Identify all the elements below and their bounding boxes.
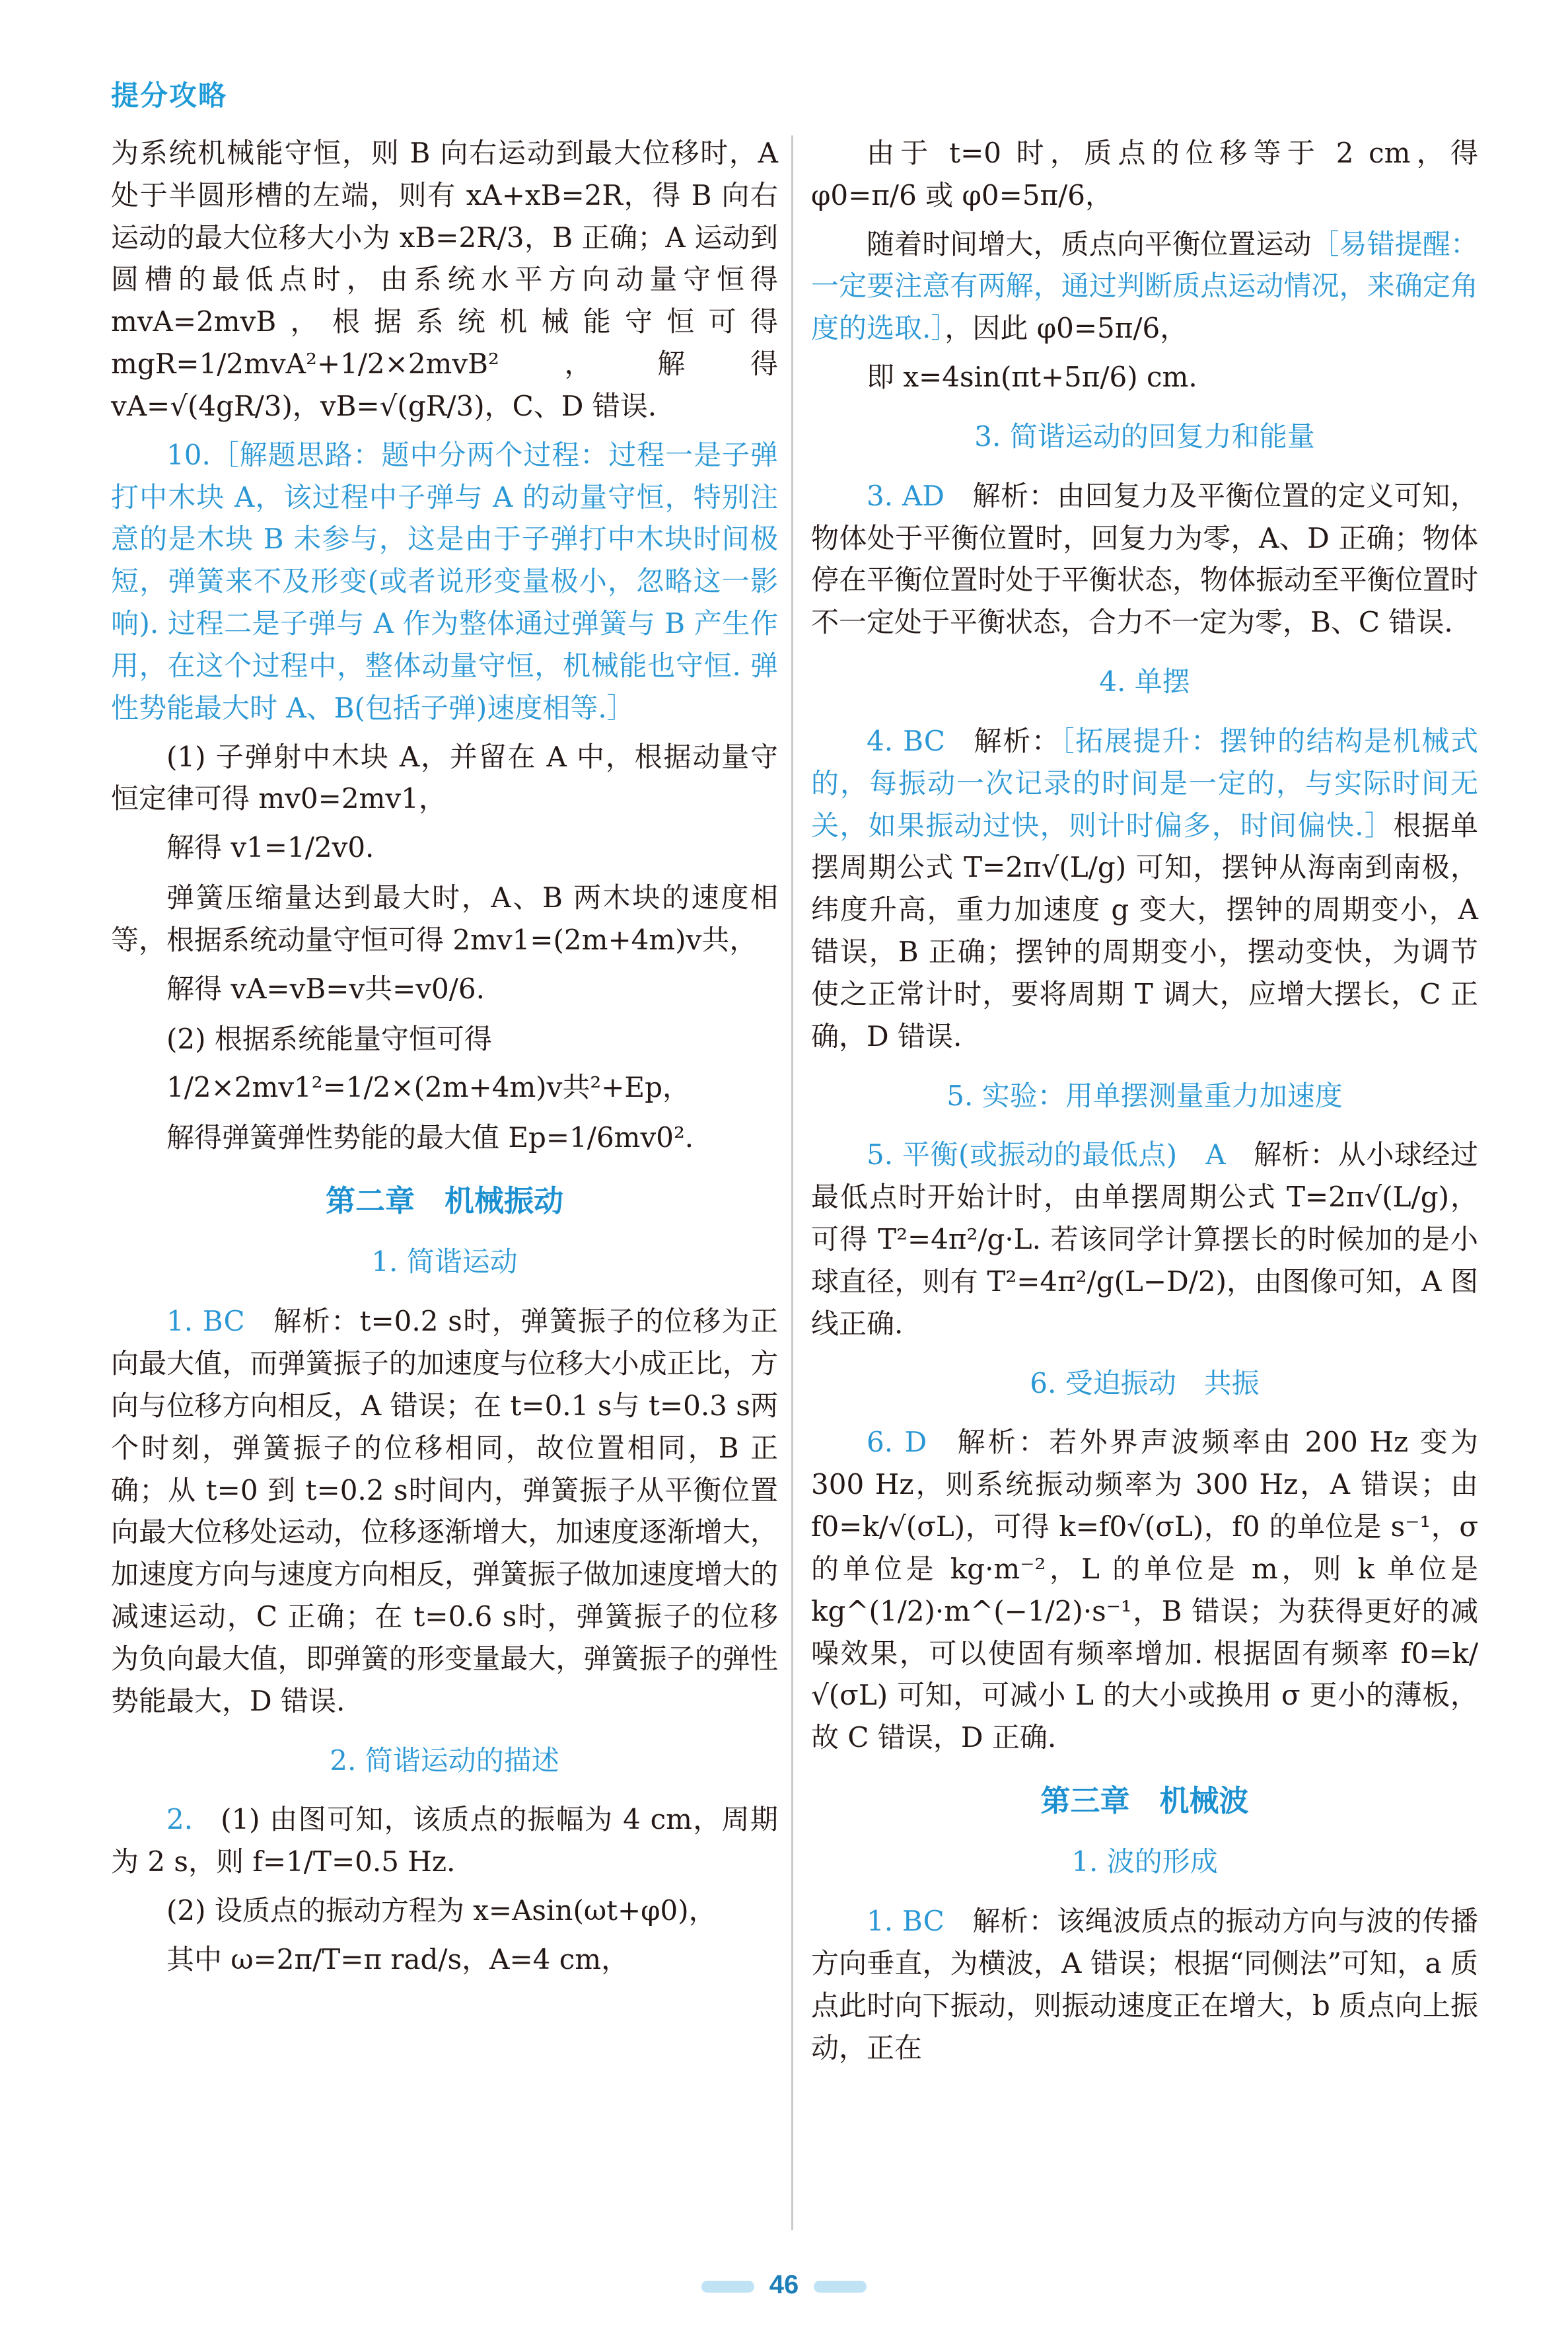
formula-line: 解得弹簧弹性势能的最大值 Ep=1/6mv0².: [166, 1121, 694, 1154]
answer-text: 根据单摆周期公式 T=2π√(L/g) 可知，摆钟从海南到南极，纬度升高，重力加速度 g 变大，摆钟的周期变小，A 错误，B 正确；摆钟的周期变小，摆动变快，为调节使之正常计时，要将周期 T 调大，应增大摆长，C 正确，D 错误.: [811, 809, 1478, 1052]
analysis-label: 解析：: [272, 1305, 360, 1338]
right-column: [811, 132, 1478, 2076]
section-heading: 1. 简谐运动: [371, 1245, 518, 1278]
section-heading: 6. 受迫振动 共振: [1030, 1366, 1260, 1399]
answer-number: 3. AD: [867, 479, 944, 512]
footer-bar-left: [701, 2281, 754, 2293]
answer-text: 从小球经过最低点时开始计时，由单摆周期公式 T=2π√(L/g)，可得 T²=4π²/g·L. 若该同学计算摆长的时候加的是小球直径，则有 T²=4π²/g(L−D/2)，由图像可知，A 图线正确.: [811, 1138, 1478, 1340]
formula-line: 解得 vA=vB=v共=v0/6.: [166, 972, 485, 1005]
formula-line: 其中 ω=2π/T=π rad/s，A=4 cm，: [166, 1942, 629, 1975]
running-header: 提分攻略: [111, 79, 228, 112]
analysis-label: 解析：: [1253, 1138, 1338, 1171]
answer-paragraph: [811, 1421, 1478, 1759]
analysis-label: 解析：: [972, 479, 1057, 512]
answer-text: 由回复力及平衡位置的定义可知，物体处于平衡位置时，回复力为零，A、D 正确；物体停在平衡位置时处于平衡状态，物体振动至平衡位置时不一定处于平衡状态，合力不一定为零，B、C 错误.: [811, 479, 1478, 639]
answer-number: 5. 平衡(或振动的最低点) A: [867, 1138, 1226, 1171]
column-divider: [791, 135, 793, 2230]
section-heading: 1. 波的形成: [1071, 1845, 1218, 1878]
paragraph-text: 随着时间增大，质点向平衡位置运动: [867, 227, 1312, 260]
formula-line: 即 x=4sin(πt+5π/6) cm.: [867, 361, 1197, 394]
analysis-label: 解析：: [972, 1905, 1057, 1938]
body-paragraph: 弹簧压缩量达到最大时，A、B 两木块的速度相等，根据系统动量守恒可得 2mv1=(2m+4m)v共，: [111, 881, 778, 956]
answer-paragraph: [111, 1300, 778, 1722]
answer-number: 1. BC: [867, 1905, 944, 1938]
answer-paragraph: [111, 1798, 778, 1883]
section-heading: 3. 简谐运动的回复力和能量: [974, 420, 1315, 453]
answer-paragraph: [811, 1900, 1478, 2069]
chapter-heading: 第二章 机械振动: [325, 1183, 563, 1219]
formula-line: 解得 v1=1/2v0.: [166, 831, 374, 864]
answer-text: 该绳波质点的振动方向与波的传播方向垂直，为横波，A 错误；根据“同侧法”可知，a 质点此时向下振动，则振动速度正在增大，b 质点向上振动，正在: [811, 1905, 1478, 2064]
body-paragraph: 为系统机械能守恒，则 B 向右运动到最大位移时，A 处于半圆形槽的左端，则有 xA+xB=2R，得 B 向右运动的最大位移大小为 xB=2R/3，B 正确；A 运动到圆槽的最低点时，由系统水平方向动量守恒得 mvA=2mvB，根据系统机械能守恒可得 mgR=1/2mvA²+1/2×2mvB²，解得 vA=√(4gR/3)，vB=√(gR/3)，C、D 错误.: [111, 137, 778, 422]
section-heading: 5. 实验：用单摆测量重力加速度: [946, 1079, 1343, 1112]
page-number: 46: [769, 2270, 799, 2299]
body-paragraph: (2) 根据系统能量守恒可得: [166, 1022, 492, 1055]
answer-paragraph: [811, 1134, 1478, 1345]
formula-line: 1/2×2mv1²=1/2×(2m+4m)v共²+Ep，: [166, 1071, 690, 1104]
left-column: [111, 132, 778, 1989]
analysis-label: 解析：: [954, 1426, 1050, 1459]
tip-note: ［拓展提升：摆钟的结构是机械式的，每振动一次记录的时间是一定的，与实际时间无关，如果振动过快，则计时偏多，时间偏快.］: [811, 724, 1478, 842]
section-heading: 4. 单摆: [1099, 665, 1190, 698]
answer-number: 1. BC: [166, 1305, 245, 1338]
chapter-heading: 第三章 机械波: [1040, 1783, 1249, 1818]
body-paragraph: (2) 设质点的振动方程为 x=Asin(ωt+φ0)，: [166, 1894, 717, 1927]
answer-text: t=0.2 s时，弹簧振子的位移为正向最大值，而弹簧振子的加速度与位移大小成正比，方向与位移方向相反，A 错误；在 t=0.1 s与 t=0.3 s两个时刻，弹簧振子的位移相同，故位置相同，B 正确；从 t=0 到 t=0.2 s时间内，弹簧振子从平衡位置向最大位移处运动，位移逐渐增大，加速度逐渐增大，加速度方向与速度方向相反，弹簧振子做加速度增大的减速运动，C 正确；在 t=0.6 s时，弹簧振子的位移为负向最大值，即弹簧的形变量最大，弹簧振子的弹性势能最大，D 错误.: [111, 1305, 778, 1717]
section-heading: 2. 简谐运动的描述: [330, 1744, 559, 1777]
body-paragraph: [811, 223, 1478, 350]
answer-paragraph: [811, 475, 1478, 644]
answer-number: 2.: [166, 1803, 194, 1836]
answer-paragraph: [811, 720, 1478, 1058]
answer-number: 6. D: [867, 1426, 927, 1459]
answer-text: 若外界声波频率由 200 Hz 变为 300 Hz，则系统振动频率为 300 Hz，A 错误；由 f0=k/√(σL)，可得 k=f0√(σL)，f0 的单位是 s⁻¹，σ 的单位是 kg·m⁻²，L 的单位是 m，则 k 单位是 kg^(1/2)·m^(−1/2)·s⁻¹，B 错误；为获得更好的减噪效果，可以使固有频率增加. 根据固有频率 f0=k/√(σL) 可知，可减小 L 的大小或换用 σ 更小的薄板，故 C 错误，D 正确.: [811, 1426, 1478, 1754]
body-paragraph: (1) 子弹射中木块 A，并留在 A 中，根据动量守恒定律可得 mv0=2mv1，: [111, 740, 778, 815]
analysis-label: 解析：: [972, 724, 1061, 757]
footer-bar-right: [814, 2281, 867, 2293]
answer-text: (1) 由图可知，该质点的振幅为 4 cm，周期为 2 s，则 f=1/T=0.5 Hz.: [111, 1803, 778, 1878]
solution-hint: 10.［解题思路：题中分两个过程：过程一是子弹打中木块 A，该过程中子弹与 A 的动量守恒，特别注意的是木块 B 未参与，这是由于子弹打中木块时间极短，弹簧来不及形变(或者说形变量极小，忽略这一影响). 过程二是子弹与 A 作为整体通过弹簧与 B 产生作用，在这个过程中，整体动量守恒，机械能也守恒. 弹性势能最大时 A、B(包括子弹)速度相等.］: [111, 438, 778, 724]
paragraph-tail: ，因此 φ0=5π/6，: [944, 312, 1188, 345]
answer-number: 4. BC: [867, 724, 945, 757]
body-paragraph: 由于 t=0 时，质点的位移等于 2 cm，得 φ0=π/6 或 φ0=5π/6，: [811, 137, 1478, 211]
tip-note: ［易错提醒：一定要注意有两解，通过判断质点运动情况，来确定角度的选取.］: [811, 227, 1478, 345]
page-footer: [701, 2270, 867, 2299]
